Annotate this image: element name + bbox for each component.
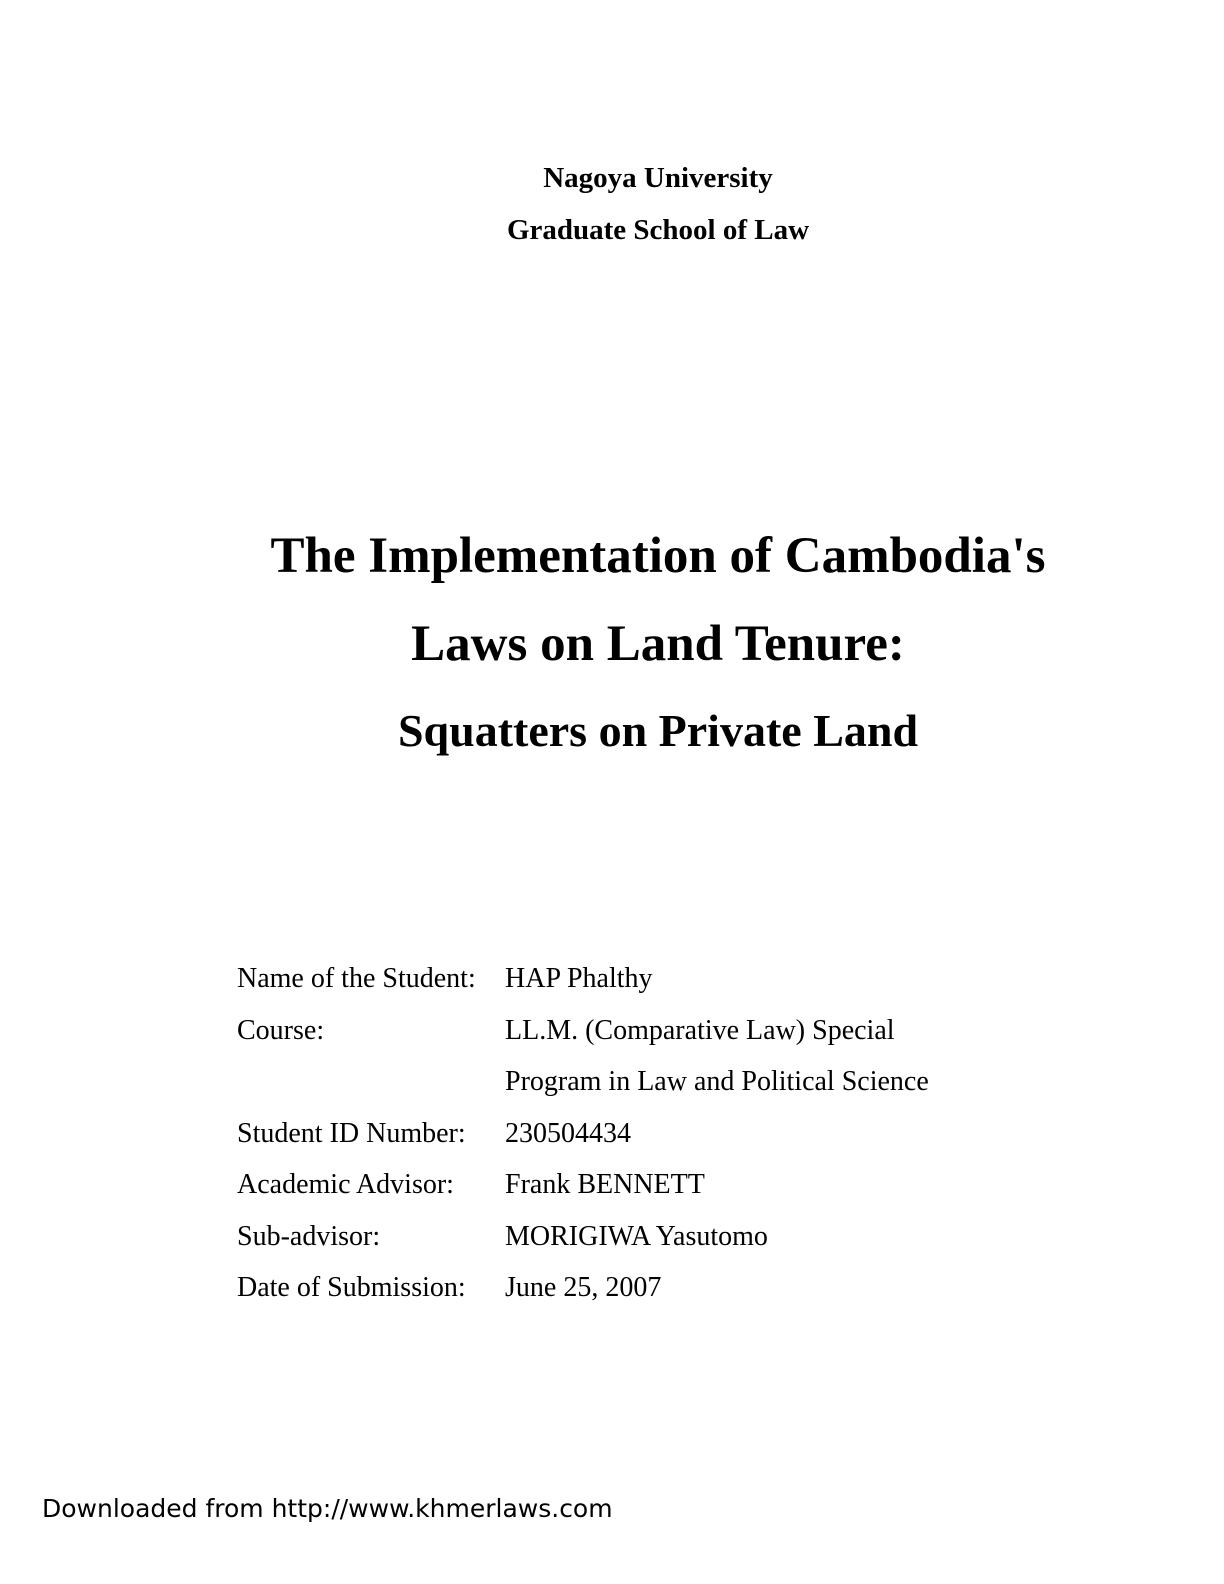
subadvisor-row <box>237 1211 929 1263</box>
student-name-label: Name of the Student: <box>237 963 476 994</box>
submission-date-label: Date of Submission: <box>237 1272 466 1303</box>
school-name: Graduate School of Law <box>506 214 810 246</box>
course-value-line-2: Program in Law and Political Science <box>505 1066 929 1097</box>
thesis-title-line-2: Laws on Land Tenure: <box>411 616 905 672</box>
student-name-row <box>237 953 929 1005</box>
course-value-line-1: LL.M. (Comparative Law) Special <box>505 1014 895 1046</box>
advisor-value: Frank BENNETT <box>505 1169 705 1200</box>
thesis-title-line-1: The Implementation of Cambodia's <box>270 528 1046 584</box>
student-details <box>237 953 929 1314</box>
submission-date-value: June 25, 2007 <box>505 1272 662 1303</box>
thesis-title-block <box>0 512 1224 774</box>
institution-header <box>0 152 1224 256</box>
download-source-footer: Downloaded from http://www.khmerlaws.com <box>42 1494 613 1523</box>
student-name-value: HAP Phalthy <box>505 963 653 994</box>
subadvisor-label: Sub-advisor: <box>237 1220 381 1252</box>
thesis-subtitle: Squatters on Private Land <box>397 705 919 756</box>
student-id-row <box>237 1108 929 1160</box>
advisor-row <box>237 1159 929 1211</box>
university-name: Nagoya University <box>543 162 773 194</box>
course-label: Course: <box>237 1014 325 1046</box>
course-row <box>237 1005 929 1057</box>
course-row-continued <box>237 1056 929 1108</box>
student-id-label: Student ID Number: <box>237 1117 466 1149</box>
subadvisor-value: MORIGIWA Yasutomo <box>505 1220 768 1252</box>
advisor-label: Academic Advisor: <box>237 1169 454 1200</box>
course-label-spacer <box>237 1056 505 1108</box>
submission-date-row <box>237 1262 929 1314</box>
student-id-value: 230504434 <box>505 1117 631 1149</box>
